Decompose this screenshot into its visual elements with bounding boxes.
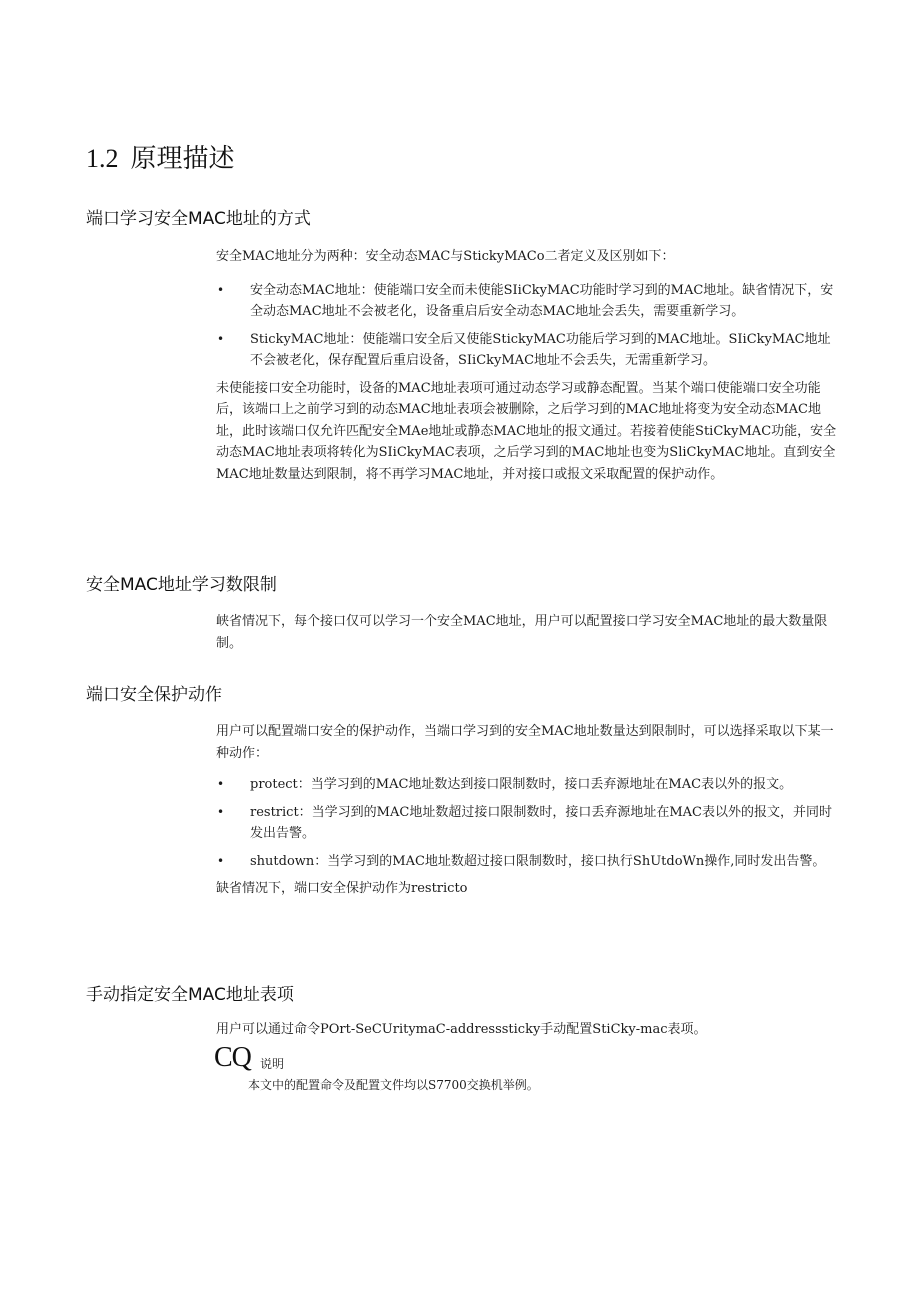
bullet-icon: • <box>217 853 225 868</box>
bullet-icon: • <box>217 331 225 346</box>
note-header <box>214 1042 284 1076</box>
list-item-text: protect：当学习到的MAC地址数达到接口限制数时，接口丢弃源地址在MAC表以外的报文。 <box>250 777 793 792</box>
bullet-icon: • <box>217 282 225 297</box>
paragraph: 未使能接口安全功能时，设备的MAC地址表项可通过动态学习或静态配置。当某个端口使能端口安全功能后，该端口上之前学习到的动态MAC地址表项会被删除，之后学习到的MAC地址将变为安全动态MAC地址，此时该端口仅允许匹配安全MAe地址或静态MAC地址的报文通过。若接着使能StiCkyMAC功能，安全动态MAC地址表项将转化为SIiCkyMAC表项，之后学习到的MAC地址也变为SliCkyMAC地址。直到安全MAC地址数量达到限制，将不再学习MAC地址，并对接口或报文采取配置的保护动作。 <box>216 380 837 482</box>
section-body-mac-learning <box>216 246 840 485</box>
list-item-text: StickyMAC地址：使能端口安全后又使能StickyMAC功能后学习到的MAC地址。SIiCkyMAC地址不会被老化，保存配置后重启设备，SIiCkyMAC地址不会丢失，无需重新学习。 <box>250 331 831 368</box>
list-item <box>216 802 840 845</box>
section-body-manual-entry <box>216 1019 840 1041</box>
note-label: 说明 <box>260 1057 285 1071</box>
bullet-icon: • <box>217 777 225 791</box>
note-text: 本文中的配置命令及配置文件均以S7700交换机举例。 <box>248 1078 539 1092</box>
section-heading-manual-entry: 手动指定安全MAC地址表项 <box>86 985 294 1005</box>
list-item-text: restrict：当学习到的MAC地址数超过接口限制数时，接口丢弃源地址在MAC表以外的报文，并同时发出告警。 <box>250 804 832 841</box>
list-item <box>216 774 840 796</box>
chapter-number: 1.2 <box>86 144 119 173</box>
list-item <box>216 280 840 323</box>
list-item <box>216 851 840 873</box>
list-item-text: shutdown：当学习到的MAC地址数超过接口限制数时，接口执行ShUtdoWn操作,同时发出告警。 <box>250 853 826 869</box>
paragraph: 峡省情况下，每个接口仅可以学习一个安全MAC地址，用户可以配置接口学习安全MAC地址的最大数量限制。 <box>216 614 828 651</box>
section-body-protect-action <box>216 721 840 900</box>
paragraph: 用户可以通过命令POrt-SeCUritymaC-addresssticky手动配置StiCky-mac表项。 <box>216 1022 707 1037</box>
section-intro: 安全MAC地址分为两种：安全动态MAC与StickyMACo二者定义及区别如下： <box>216 249 675 264</box>
section-intro: 用户可以配置端口安全的保护动作，当端口学习到的安全MAC地址数量达到限制时，可以选择采取以下某一种动作： <box>216 724 834 761</box>
bullet-icon: • <box>217 804 225 819</box>
list-item <box>216 329 840 372</box>
chapter-title-text: 原理描述 <box>130 144 235 174</box>
section-body-learning-limit <box>216 611 840 654</box>
section-heading-mac-learning: 端口学习安全MAC地址的方式 <box>86 209 311 229</box>
section-heading-learning-limit: 安全MAC地址学习数限制 <box>86 575 277 595</box>
chapter-title <box>86 142 235 176</box>
section-heading-protect-action: 端口安全保护动作 <box>86 685 222 705</box>
note-icon: CQ <box>214 1042 251 1073</box>
list-item-text: 安全动态MAC地址：使能端口安全而未使能SIiCkyMAC功能时学习到的MAC地址。缺省情况下，安全动态MAC地址不会被老化，设备重启后安全动态MAC地址会丢失，需要重新学习。 <box>250 282 834 319</box>
paragraph: 缺省情况下，端口安全保护动作为restricto <box>216 881 468 896</box>
